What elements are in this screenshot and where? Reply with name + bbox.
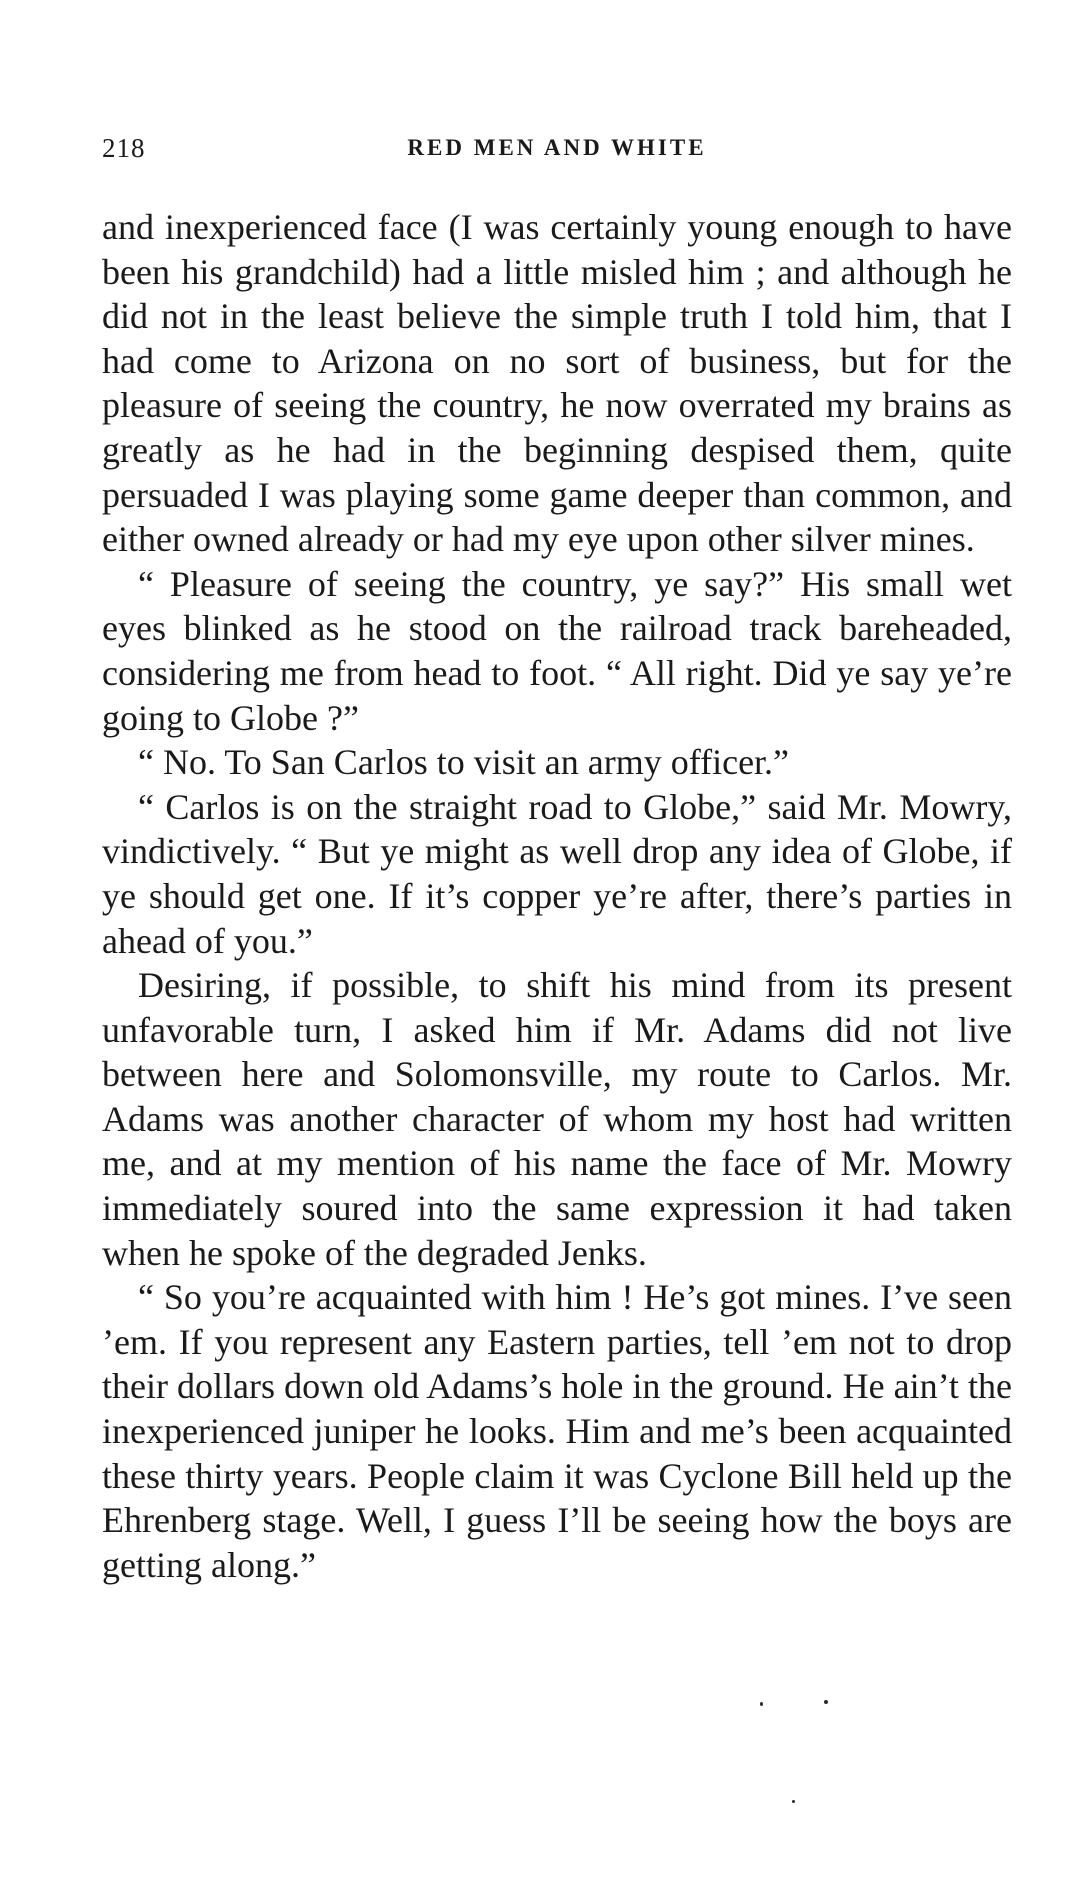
- page-number: 218: [102, 133, 146, 163]
- scan-specks: [740, 1700, 860, 1820]
- paragraph-mr-adams: Desiring, if possible, to shift his mind from its present unfavorable turn, I asked him if Mr. Adams did not live between here and Solomonsville, my route to Carlos. Mr. Adams was another character of whom my host had written me, and at my mention of his name the face of Mr. Mowry immediately soured into the same expression it had taken when he spoke of the degraded Jenks.: [102, 965, 1012, 1273]
- paragraph-san-carlos: “ No. To San Carlos to visit an army officer.”: [138, 742, 790, 783]
- running-title: RED MEN AND WHITE: [407, 135, 707, 160]
- scan-speck: [760, 1702, 763, 1706]
- paragraph-carlos-globe: “ Carlos is on the straight road to Globe,” said Mr. Mowry, vindictively. “ But ye might as well drop any idea of Globe, if ye should get one. If it’s copper ye’re after, there’s parties in ahead of you.”: [102, 786, 1012, 961]
- scan-speck: [824, 1700, 828, 1704]
- paragraph-pleasure-question: “ Pleasure of seeing the country, ye say?” His small wet eyes blinked as he stood on the railroad track bareheaded, considering me from head to foot. “ All right. Did ye say ye’re going to Globe ?”: [102, 563, 1012, 738]
- scan-speck: [792, 1800, 795, 1803]
- running-head: [102, 133, 1012, 173]
- paragraph-acquainted: “ So you’re acquainted with him ! He’s got mines. I’ve seen ’em. If you represent any Eastern parties, tell ’em not to drop their dollars down old Adams’s hole in the ground. He ain’t the inexperienced juniper he looks. Him and me’s been acquainted these thirty years. People claim it was Cyclone Bill held up the Ehrenberg stage. Well, I guess I’ll be seeing how the boys are getting along.”: [102, 1277, 1012, 1585]
- paragraph-continuation: and inexperienced face (I was certainly young enough to have been his grandchild) had a little misled him ; and although he did not in the least believe the simple truth I told him, that I had come to Arizona on no sort of business, but for the pleasure of seeing the country, he now overrated my brains as greatly as he had in the beginning despised them, quite persuaded I was playing some game deeper than common, and either owned already or had my eye upon other silver mines.: [102, 207, 1012, 560]
- body-text: [102, 205, 1012, 1587]
